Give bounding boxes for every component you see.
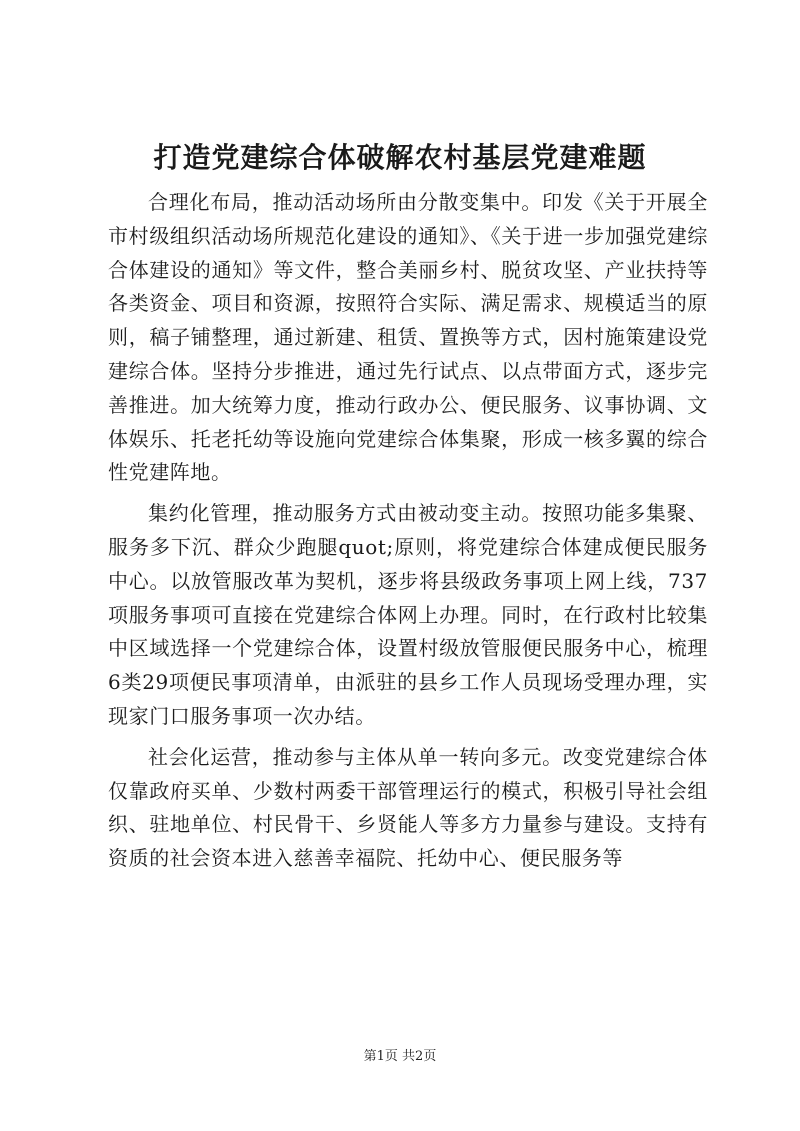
paragraph-layout: 合理化布局，推动活动场所由分散变集中。印发《关于开展全市村级组织活动场所规范化建设的通知》、《关于进一步加强党建综合体建设的通知》等文件，整合美丽乡村、脱贫攻坚、产业扶持等各类资金、项目和资源，按照符合实际、满足需求、规模适当的原则，稿子铺整理，通过新建、租赁、置换等方式，因村施策建设党建综合体。坚持分步推进，通过先行试点、以点带面方式，逐步完善推进。加大统筹力度，推动行政办公、便民服务、议事协调、文体娱乐、托老托幼等设施向党建综合体集聚，形成一核多翼的综合性党建阵地。 [108,190,708,485]
paragraph-operation: 社会化运营，推动参与主体从单一转向多元。改变党建综合体仅靠政府买单、少数村两委干部管理运行的模式，积极引导社会组织、驻地单位、村民骨干、乡贤能人等多方力量参与建设。支持有资质的社会资本进入慈善幸福院、托幼中心、便民服务等 [108,744,708,871]
document-body [108,186,708,876]
document-title: 打造党建综合体破解农村基层党建难题 [153,141,647,174]
paragraph-management: 集约化管理，推动服务方式由被动变主动。按照功能多集聚、服务多下沉、群众少跑腿quot;原则，将党建综合体建成便民服务中心。以放管服改革为契机，逐步将县级政务事项上网上线，737项服务事项可直接在党建综合体网上办理。同时，在行政村比较集中区域选择一个党建综合体，设置村级放管服便民服务中心，梳理6类29项便民事项清单，由派驻的县乡工作人员现场受理办理，实现家门口服务事项一次办结。 [108,501,708,728]
page-footer: 第1页 共2页 [363,1049,437,1064]
